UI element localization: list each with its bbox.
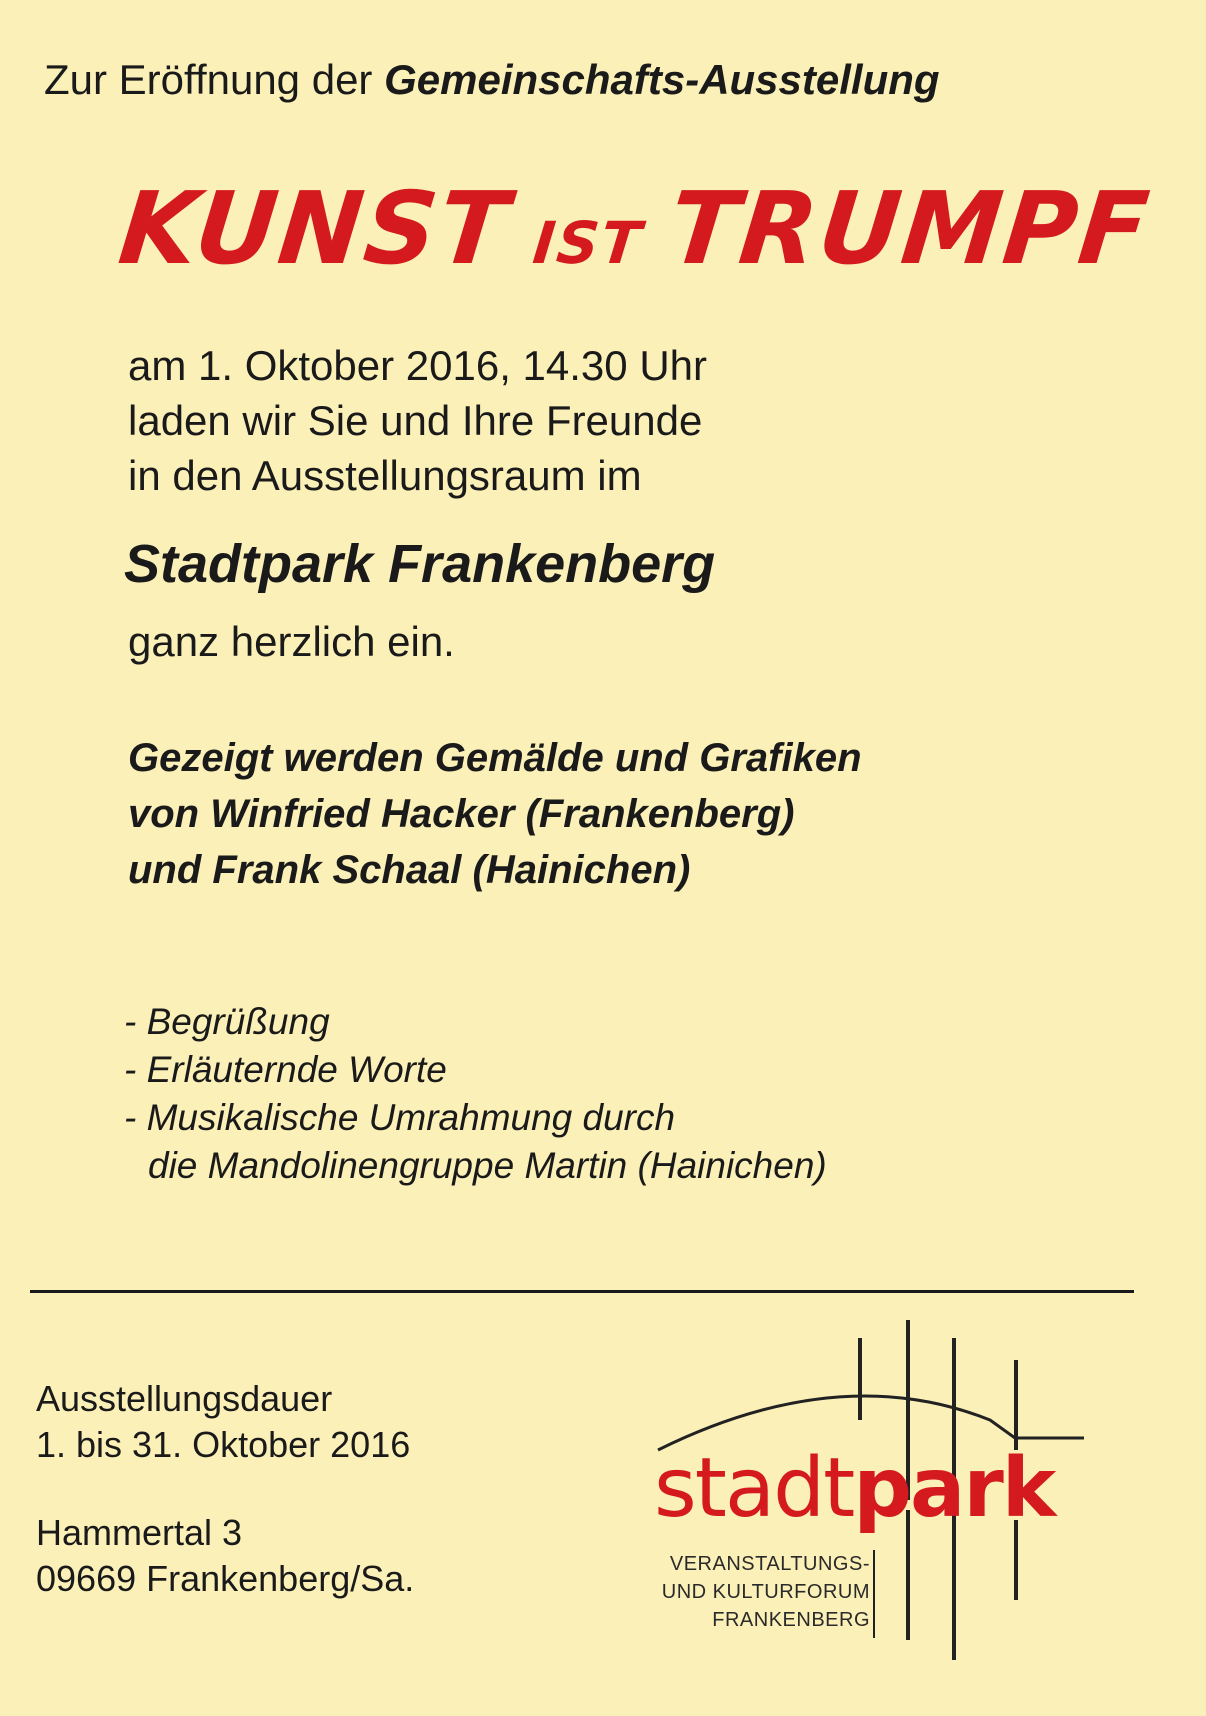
intro-prefix: Zur Eröffnung der [44,56,373,103]
address-city: 09669 Frankenberg/Sa. [36,1558,415,1599]
logo-subtitle [648,1550,870,1634]
title-word-kunst: KUNST [113,170,516,287]
invitation-text [128,338,707,503]
program-item: - Erläuternde Worte [124,1049,447,1090]
venue-address [36,1510,414,1602]
logo-subtitle-line: VERANSTALTUNGS- [669,1553,870,1575]
invitation-closing: ganz herzlich ein. [128,618,455,665]
exhibited-works [128,730,862,898]
duration-value: 1. bis 31. Oktober 2016 [36,1424,411,1465]
divider-line [30,1290,1134,1293]
invitation-line: laden wir Sie und Ihre Freunde [128,397,703,444]
logo-subtitle-line: FRANKENBERG [712,1609,870,1631]
program-list [124,998,827,1190]
program-item: - Musikalische Umrahmung durch [124,1097,676,1138]
exhibited-line: und Frank Schaal (Hainichen) [128,848,691,892]
invitation-line: am 1. Oktober 2016, 14.30 Uhr [128,342,707,389]
exhibition-title [114,170,1156,287]
exhibition-duration [36,1376,410,1468]
title-word-trumpf: TRUMPF [663,170,1156,287]
duration-label: Ausstellungsdauer [36,1378,333,1419]
exhibited-line: Gezeigt werden Gemälde und Grafiken [128,736,862,780]
logo-subtitle-line: UND KULTURFORUM [661,1581,870,1603]
program-item-continuation: die Mandolinengruppe Martin (Hainichen) [148,1145,827,1186]
title-word-ist: IST [529,209,647,277]
logo-wordmark [654,1441,1059,1536]
intro-line [44,56,940,104]
exhibition-type: Gemeinschafts-Ausstellung [384,56,940,103]
program-item: - Begrüßung [124,1001,330,1042]
venue-name: Stadtpark Frankenberg [124,534,716,594]
logo-word-stadt: stadt [654,1441,854,1536]
address-street: Hammertal 3 [36,1512,243,1553]
exhibited-line: von Winfried Hacker (Frankenberg) [128,792,795,836]
logo-word-park: park [853,1441,1055,1536]
invitation-line: in den Ausstellungsraum im [128,452,642,499]
